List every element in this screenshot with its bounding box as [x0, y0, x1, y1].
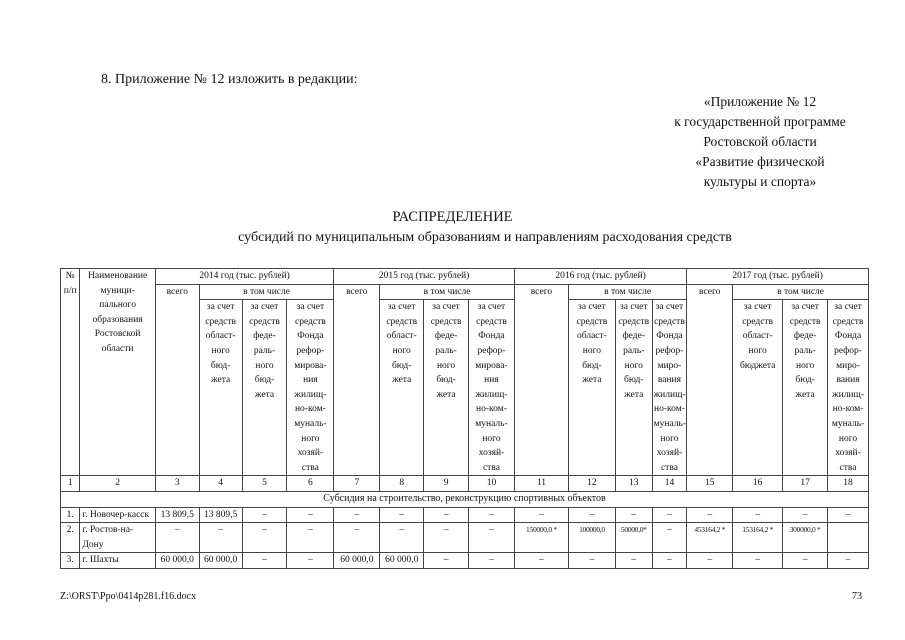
header-text-line: средств: [249, 316, 280, 327]
header-text-line: жета: [436, 389, 456, 400]
header-text-line: вания: [657, 375, 681, 386]
header-funding-source: [242, 300, 287, 476]
table-cell: –: [469, 507, 515, 523]
table-cell: 453164,2 *: [687, 523, 733, 553]
header-text-line: за счет: [834, 302, 862, 313]
header-text-line: Фонда: [656, 331, 683, 342]
header-text-line: за счет: [250, 302, 279, 313]
header-text-line: ного: [255, 360, 274, 371]
header-text-line: хозяй-: [478, 448, 505, 459]
table-cell: –: [687, 507, 733, 523]
column-number: 8: [380, 476, 424, 492]
header-text-line: раль-: [435, 345, 457, 356]
header-funding-source: [199, 300, 242, 476]
table-cell: –: [568, 507, 615, 523]
table-cell: 153164,2 *: [733, 523, 783, 553]
header-row-years: [61, 269, 869, 285]
header-text-line: средств: [576, 316, 608, 327]
column-number: 1: [61, 476, 80, 492]
page-number: 73: [852, 591, 862, 602]
column-number: 3: [155, 476, 199, 492]
header-text-line: рефор-: [655, 345, 684, 356]
table-cell: –: [242, 507, 287, 523]
table-cell: –: [615, 553, 652, 569]
header-text-line: ного: [624, 360, 643, 371]
document-title: РАСПРЕДЕЛЕНИЕ: [392, 209, 513, 225]
column-number: 7: [334, 476, 380, 492]
header-funding-source: [568, 300, 615, 476]
header-text-line: ного: [211, 345, 230, 356]
table-cell: 60 000,0: [199, 553, 242, 569]
table-cell: –: [334, 507, 380, 523]
table-cell: –: [424, 523, 469, 553]
table-cell: –: [199, 523, 242, 553]
header-text-line: жилищ-: [475, 389, 508, 400]
table-cell: –: [242, 553, 287, 569]
header-text-line: хозяй-: [835, 448, 861, 459]
table-cell: –: [287, 553, 334, 569]
table-cell: 60 000,0: [380, 553, 424, 569]
header-text-line: ного: [436, 360, 456, 371]
municipality-name: г. Шахты: [80, 553, 155, 569]
section-title: Субсидия на строительство, реконструкцию спортивных объектов: [61, 491, 869, 507]
header-text-line: вания: [836, 375, 860, 386]
header-text-line: рефор-: [296, 345, 325, 356]
table-cell: –: [514, 553, 568, 569]
header-text-line: области: [101, 343, 134, 354]
subsidy-table: [60, 268, 869, 569]
header-total: всего: [687, 284, 733, 476]
header-text-line: феде-: [622, 331, 645, 342]
table-cell: 300000,0 *: [783, 523, 828, 553]
header-text-line: раль-: [253, 345, 276, 356]
table-cell: –: [783, 553, 828, 569]
table-cell: –: [287, 507, 334, 523]
header-text-line: жилищ-: [294, 389, 327, 400]
column-number: 17: [783, 476, 828, 492]
column-number: 5: [242, 476, 287, 492]
table-cell: –: [155, 523, 199, 553]
header-text-line: бюд-: [624, 375, 644, 386]
header-text-line: бюд-: [210, 360, 231, 371]
header-text-line: раль-: [623, 345, 645, 356]
header-total: всего: [155, 284, 199, 476]
header-text-line: бюд-: [795, 375, 815, 386]
header-text-line: ства: [482, 462, 500, 473]
column-number: 9: [424, 476, 469, 492]
header-text-line: муналь-: [475, 418, 508, 429]
header-text-line: жета: [254, 389, 275, 400]
header-text-line: средств: [386, 316, 418, 327]
header-funding-source: [380, 300, 424, 476]
header-text-line: ного: [748, 345, 767, 356]
header-text-line: рефор-: [834, 345, 862, 356]
header-text-line: ния: [303, 375, 318, 386]
header-text-line: ства: [660, 462, 678, 473]
header-text-line: но-ком-: [654, 404, 685, 415]
header-text-line: ного: [795, 360, 815, 371]
column-number: 12: [568, 476, 615, 492]
table-row: [61, 523, 869, 553]
document-subtitle: субсидий по муниципальным образованиям и направлениям расходования средств: [238, 230, 732, 245]
header-text-line: но-ком-: [476, 404, 507, 415]
header-text-line: Наименование: [88, 271, 148, 281]
header-text-line: муници-: [100, 285, 135, 296]
header-text-line: жета: [211, 375, 231, 386]
table-cell: –: [380, 523, 424, 553]
header-text-line: за счет: [619, 302, 648, 313]
header-text-line: Фонда: [834, 331, 862, 342]
header-text-line: бюд-: [254, 375, 275, 386]
table-cell: –: [568, 553, 615, 569]
column-number-row: [61, 476, 869, 492]
header-text-line: ного: [301, 433, 320, 444]
section-row: [61, 491, 869, 507]
table-cell: –: [242, 523, 287, 553]
header-text-line: феде-: [434, 331, 458, 342]
header-funding-source: [828, 300, 869, 476]
header-text-line: за счет: [477, 302, 506, 313]
table-cell: –: [652, 523, 687, 553]
header-text-line: за счет: [206, 302, 235, 313]
header-text-line: Фонда: [297, 331, 324, 342]
appendix-line: к государственной программе: [674, 114, 846, 129]
header-year: 2014 год (тыс. рублей): [155, 269, 334, 285]
table-cell: –: [424, 507, 469, 523]
column-number: 2: [80, 476, 155, 492]
header-text-line: пального: [99, 300, 136, 311]
header-text-line: за счет: [296, 302, 325, 313]
table-cell: [828, 523, 869, 553]
header-text-line: мирова-: [294, 360, 327, 371]
header-total: всего: [514, 284, 568, 476]
header-text-line: но-ком-: [832, 404, 864, 415]
header-funding-source: [469, 300, 515, 476]
header-text-line: бюджета: [739, 360, 776, 371]
header-municipality: [80, 269, 155, 476]
header-text-line: раль-: [794, 345, 816, 356]
table-row: [61, 507, 869, 523]
header-text-line: средств: [295, 316, 326, 327]
column-number: 6: [287, 476, 334, 492]
table-row: [61, 553, 869, 569]
header-text-line: мирова-: [475, 360, 508, 371]
header-text-line: рефор-: [477, 345, 506, 356]
header-text-line: за счет: [791, 302, 819, 313]
header-year: 2017 год (тыс. рублей): [687, 269, 869, 285]
row-number: 1.: [61, 507, 80, 523]
row-number: 3.: [61, 553, 80, 569]
header-text-line: област-: [742, 331, 773, 342]
row-number: 2.: [61, 523, 80, 553]
table-cell: 60 000,0: [334, 553, 380, 569]
column-number: 18: [828, 476, 869, 492]
table-cell: –: [652, 507, 687, 523]
header-text-line: муналь-: [831, 418, 865, 429]
header-text-line: муналь-: [653, 418, 686, 429]
header-row-split: [61, 284, 869, 300]
header-text-line: за счет: [743, 302, 772, 313]
header-text-line: за счет: [578, 302, 606, 313]
table-cell: –: [287, 523, 334, 553]
header-text-line: миро-: [836, 360, 860, 371]
table-cell: –: [469, 553, 515, 569]
appendix-line: «Приложение № 12: [703, 94, 817, 109]
header-text-line: миро-: [657, 360, 682, 371]
header-funding-source: [615, 300, 652, 476]
table-cell: –: [380, 507, 424, 523]
header-text-line: ного: [392, 345, 411, 356]
header-text-line: ного: [660, 433, 679, 444]
header-text-line: за счет: [655, 302, 684, 313]
table-cell: –: [334, 523, 380, 553]
header-year: 2015 год (тыс. рублей): [334, 269, 515, 285]
header-funding-source: [424, 300, 469, 476]
table-cell: –: [828, 507, 869, 523]
lead-paragraph: 8. Приложение № 12 изложить в редакции:: [101, 72, 358, 87]
table-cell: –: [828, 553, 869, 569]
header-text-line: ния: [484, 375, 499, 386]
header-text-line: бюд-: [391, 360, 412, 371]
appendix-line: Ростовской области: [703, 134, 817, 149]
header-text-line: ного: [482, 433, 501, 444]
appendix-line: культуры и спорта»: [703, 174, 817, 189]
table-cell: –: [783, 507, 828, 523]
table-cell: 13 809,5: [155, 507, 199, 523]
header-text-line: но-ком-: [294, 404, 326, 415]
appendix-line: «Развитие физической: [695, 154, 825, 169]
header-text-line: жилищ-: [832, 389, 864, 400]
table-cell: 150000,0 *: [514, 523, 568, 553]
header-text-line: средств: [654, 316, 685, 327]
column-number: 13: [615, 476, 652, 492]
column-number: 16: [733, 476, 783, 492]
header-including: в том числе: [568, 284, 686, 300]
table-cell: 100000,0: [568, 523, 615, 553]
header-text-line: муналь-: [294, 418, 327, 429]
municipality-name: г. Ростов-на-Дону: [80, 523, 155, 553]
header-text-line: област-: [205, 331, 236, 342]
header-text-line: за счет: [387, 302, 416, 313]
header-text-line: ства: [839, 462, 857, 473]
header-including: в том числе: [199, 284, 334, 300]
header-text-line: жета: [582, 375, 602, 386]
column-number: 4: [199, 476, 242, 492]
table-cell: –: [514, 507, 568, 523]
header-text-line: жилищ-: [653, 389, 686, 400]
header-including: в том числе: [733, 284, 869, 300]
column-number: 10: [469, 476, 515, 492]
header-total: всего: [334, 284, 380, 476]
header-number: [61, 269, 80, 476]
table-cell: –: [469, 523, 515, 553]
header-text-line: Фонда: [478, 331, 505, 342]
header-text-line: средств: [430, 316, 462, 327]
header-funding-source: [287, 300, 334, 476]
header-text-line: Ростовской: [94, 329, 141, 340]
header-text-line: област-: [577, 331, 607, 342]
header-text-line: феде-: [253, 331, 276, 342]
header-text-line: №: [65, 271, 75, 281]
header-text-line: ства: [301, 462, 319, 473]
table-cell: –: [687, 553, 733, 569]
header-text-line: хозяй-: [297, 448, 324, 459]
appendix-note: [640, 92, 880, 192]
column-number: 11: [514, 476, 568, 492]
header-funding-source: [652, 300, 687, 476]
header-text-line: бюд-: [436, 375, 456, 386]
municipality-name: г. Новочер-касск: [80, 507, 155, 523]
header-funding-source: [783, 300, 828, 476]
header-text-line: област-: [386, 331, 417, 342]
header-text-line: средств: [742, 316, 774, 327]
file-path: Z:\ORST\Ppo\0414p281.f16.docx: [60, 591, 197, 602]
header-text-line: хозяй-: [656, 448, 683, 459]
column-number: 14: [652, 476, 687, 492]
table-cell: –: [424, 553, 469, 569]
header-text-line: средств: [205, 316, 237, 327]
header-text-line: средств: [476, 316, 507, 327]
table-cell: –: [652, 553, 687, 569]
header-year: 2016 год (тыс. рублей): [514, 269, 686, 285]
table-cell: 60 000,0: [155, 553, 199, 569]
header-text-line: образования: [92, 314, 143, 325]
table-cell: 50000,0*: [615, 523, 652, 553]
header-text-line: феде-: [793, 331, 817, 342]
table-cell: –: [733, 507, 783, 523]
header-text-line: средств: [832, 316, 864, 327]
table-cell: –: [733, 553, 783, 569]
header-text-line: средств: [789, 316, 821, 327]
header-text-line: бюд-: [582, 360, 602, 371]
header-text-line: п/п: [63, 285, 77, 296]
header-text-line: ного: [838, 433, 858, 444]
table-cell: –: [615, 507, 652, 523]
column-number: 15: [687, 476, 733, 492]
header-including: в том числе: [380, 284, 515, 300]
header-text-line: жета: [624, 389, 644, 400]
header-text-line: жета: [392, 375, 412, 386]
header-text-line: ного: [582, 345, 602, 356]
table-cell: 13 809,5: [199, 507, 242, 523]
header-text-line: за счет: [432, 302, 460, 313]
header-funding-source: [733, 300, 783, 476]
header-text-line: средств: [618, 316, 650, 327]
header-text-line: жета: [795, 389, 815, 400]
